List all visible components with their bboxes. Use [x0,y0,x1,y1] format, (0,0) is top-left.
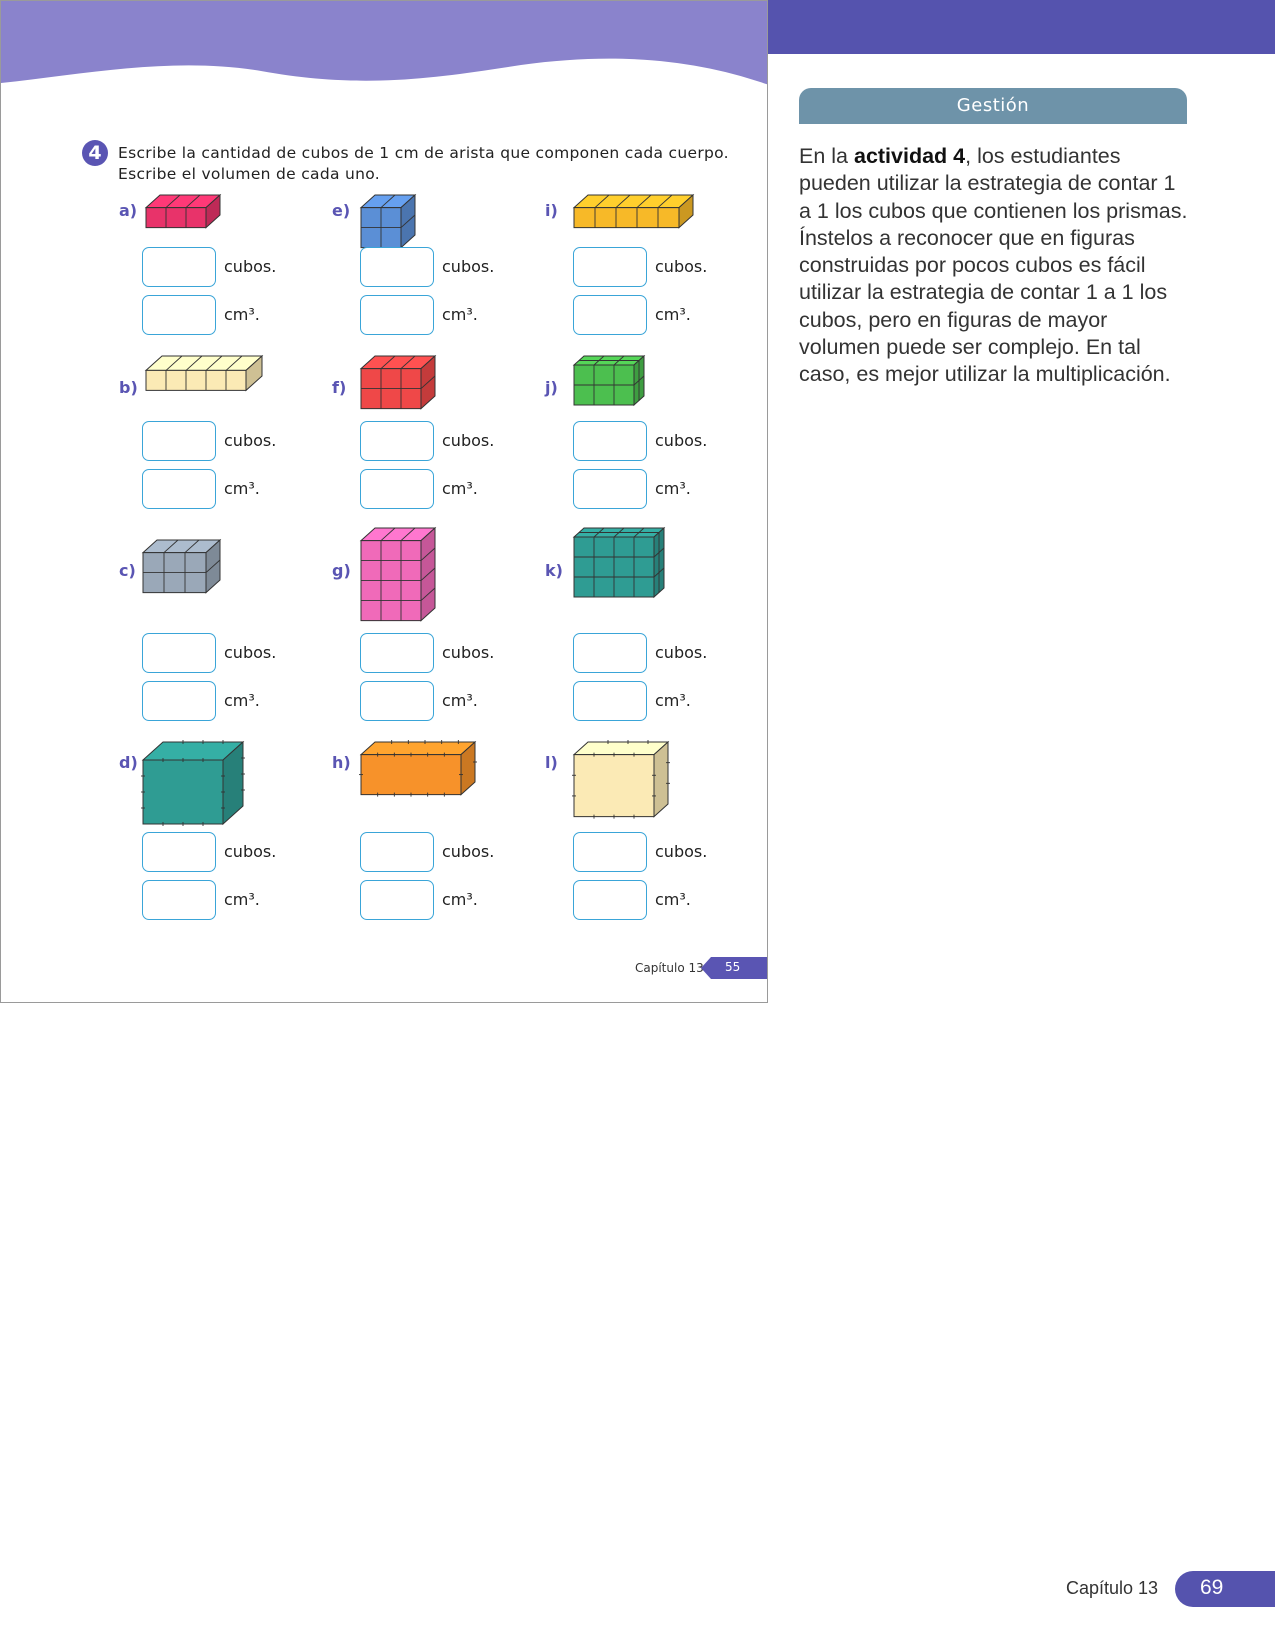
prism-d [142,741,244,825]
unit-label-volume: cm³. [442,890,478,909]
unit-label-cubes: cubos. [655,643,708,662]
answer-box-volume-k[interactable] [573,681,647,721]
answer-box-volume-j[interactable] [573,469,647,509]
student-footer-tab [711,957,768,979]
unit-label-volume: cm³. [224,691,260,710]
task-number-badge: 4 [82,140,108,166]
student-page [0,0,768,1003]
prism-k [573,527,665,598]
answer-box-volume-b[interactable] [142,469,216,509]
unit-label-volume: cm³. [655,691,691,710]
item-letter-j: j) [545,378,558,397]
prism-b [145,355,263,391]
answer-box-volume-a[interactable] [142,295,216,335]
answer-box-volume-f[interactable] [360,469,434,509]
answer-box-volume-g[interactable] [360,681,434,721]
student-footer-chapter: Capítulo 13 [635,961,704,975]
prism-i [573,194,694,229]
unit-label-volume: cm³. [442,305,478,324]
instruction-line-1: Escribe la cantidad de cubos de 1 cm de arista que componen cada cuerpo. [118,144,729,162]
answer-box-volume-h[interactable] [360,880,434,920]
item-letter-h: h) [332,753,351,772]
answer-box-cubes-a[interactable] [142,247,216,287]
prism-h [360,741,476,796]
answer-box-volume-c[interactable] [142,681,216,721]
unit-label-cubes: cubos. [224,257,277,276]
unit-label-volume: cm³. [442,479,478,498]
unit-label-cubes: cubos. [224,842,277,861]
unit-label-volume: cm³. [224,890,260,909]
page-number: 69 [1200,1576,1224,1599]
answer-box-cubes-d[interactable] [142,832,216,872]
unit-label-volume: cm³. [224,479,260,498]
item-letter-a: a) [119,201,138,220]
gestion-text-end: , los estudiantes pueden utilizar la estrategia de contar 1 a 1 los cubos que contienen los prismas. Ínstelos a reconocer que en figuras construidas por pocos cubos es fácil utilizar la estrategia de contar 1 a 1 los cubos, pero en figuras de mayor volumen puede ser complejo. En tal caso, es mejor utilizar la multiplicación. [799,144,1188,387]
item-letter-e: e) [332,201,351,220]
item-letter-d: d) [119,753,138,772]
instruction-line-2: Escribe el volumen de cada uno. [118,165,380,183]
prism-a [145,194,221,229]
item-letter-c: c) [119,561,136,580]
unit-label-cubes: cubos. [442,643,495,662]
gestion-header: Gestión [799,88,1187,124]
answer-box-volume-d[interactable] [142,880,216,920]
top-band [768,0,1275,54]
item-letter-l: l) [545,753,558,772]
item-letter-g: g) [332,561,351,580]
answer-box-volume-e[interactable] [360,295,434,335]
prism-g [360,527,436,622]
footer-page-tab [1175,1571,1275,1607]
student-page-number: 55 [725,960,741,974]
unit-label-cubes: cubos. [442,257,495,276]
unit-label-cubes: cubos. [655,842,708,861]
item-letter-k: k) [545,561,563,580]
item-letter-b: b) [119,378,138,397]
gestion-text [799,143,1191,389]
item-letter-i: i) [545,201,558,220]
item-letter-f: f) [332,378,347,397]
prism-e [360,194,416,249]
unit-label-cubes: cubos. [442,431,495,450]
answer-box-cubes-c[interactable] [142,633,216,673]
unit-label-volume: cm³. [224,305,260,324]
gestion-text-start: En la [799,144,854,168]
answer-box-cubes-l[interactable] [573,832,647,872]
answer-box-cubes-j[interactable] [573,421,647,461]
answer-box-volume-l[interactable] [573,880,647,920]
unit-label-volume: cm³. [655,890,691,909]
wave-banner [1,1,768,91]
answer-box-cubes-h[interactable] [360,832,434,872]
footer-chapter: Capítulo 13 [1066,1578,1159,1598]
answer-box-cubes-b[interactable] [142,421,216,461]
prism-j [573,355,645,406]
answer-box-cubes-k[interactable] [573,633,647,673]
unit-label-cubes: cubos. [655,257,708,276]
unit-label-cubes: cubos. [442,842,495,861]
unit-label-cubes: cubos. [224,431,277,450]
answer-box-cubes-f[interactable] [360,421,434,461]
unit-label-volume: cm³. [442,691,478,710]
gestion-text-bold: actividad 4 [853,144,966,168]
prism-l [573,741,669,818]
answer-box-cubes-g[interactable] [360,633,434,673]
unit-label-volume: cm³. [655,479,691,498]
prism-f [360,355,436,410]
prism-c [142,539,221,594]
unit-label-volume: cm³. [655,305,691,324]
answer-box-cubes-i[interactable] [573,247,647,287]
answer-box-volume-i[interactable] [573,295,647,335]
unit-label-cubes: cubos. [655,431,708,450]
answer-box-cubes-e[interactable] [360,247,434,287]
unit-label-cubes: cubos. [224,643,277,662]
